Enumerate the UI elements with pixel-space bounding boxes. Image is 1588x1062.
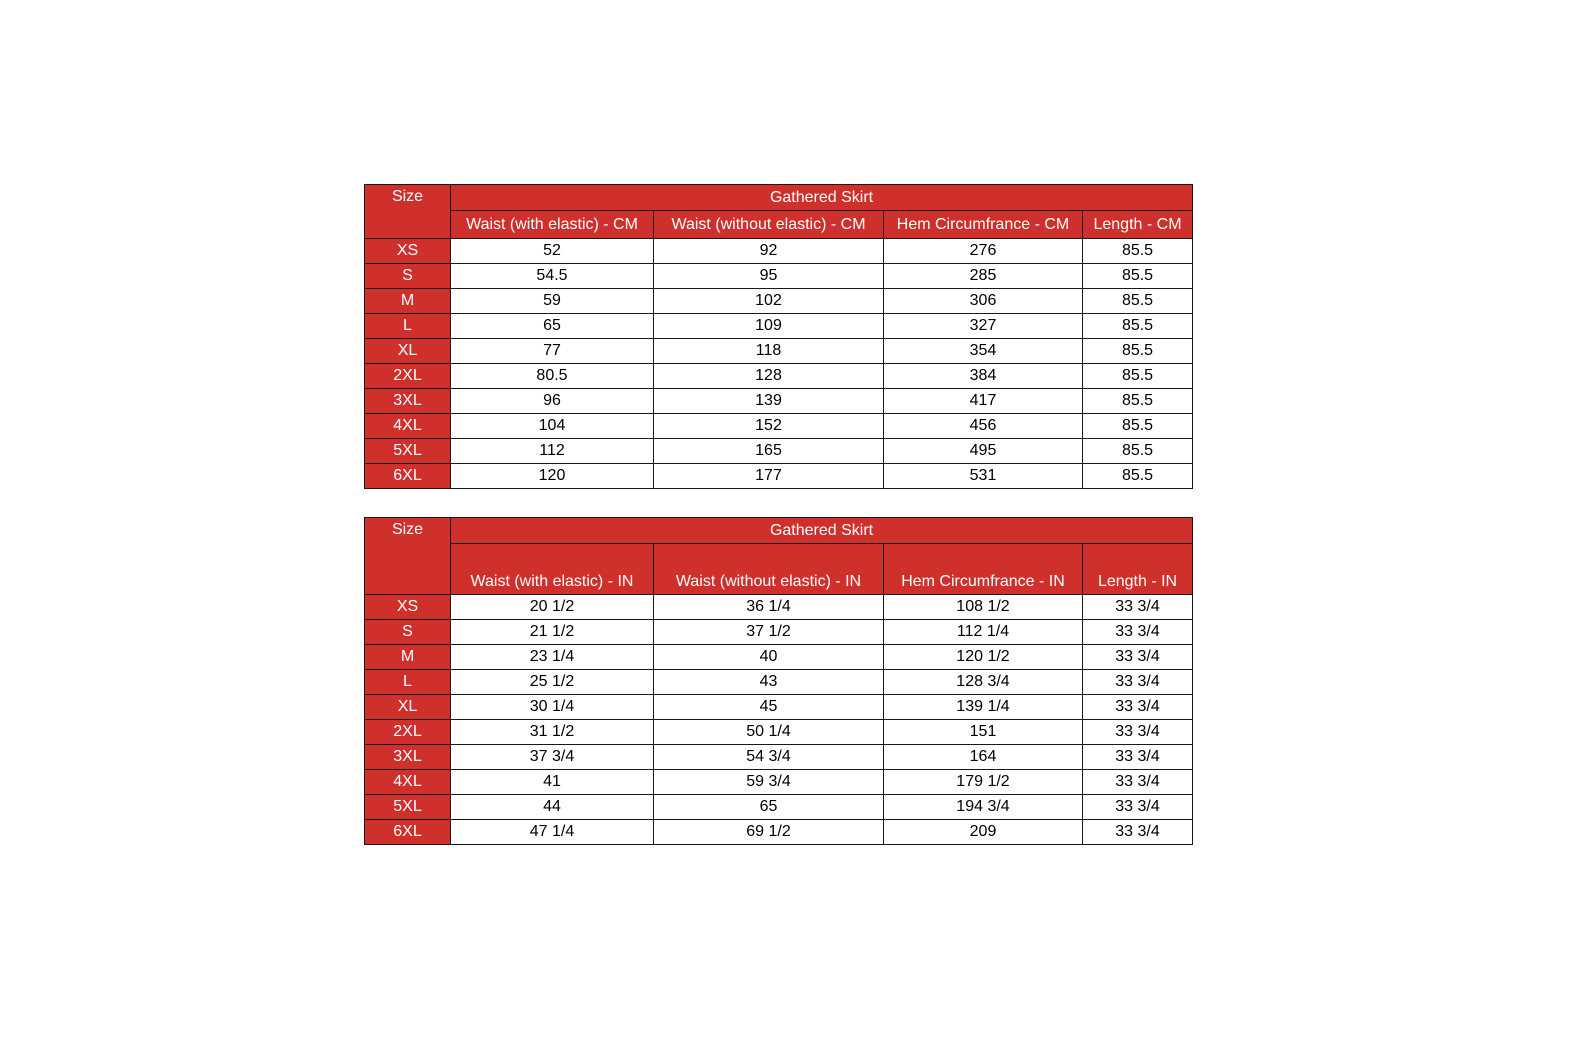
measurement-cell: 77 xyxy=(451,339,654,364)
table-row xyxy=(365,314,1193,339)
size-cell: 5XL xyxy=(365,795,451,820)
measurement-cell: 85.5 xyxy=(1083,414,1193,439)
measurement-cell: 33 3/4 xyxy=(1083,595,1193,620)
measurement-cell: 54.5 xyxy=(451,264,654,289)
measurement-cell: 52 xyxy=(451,239,654,264)
size-cell: M xyxy=(365,645,451,670)
measurement-cell: 33 3/4 xyxy=(1083,745,1193,770)
column-header: Waist (with elastic) - IN xyxy=(451,544,654,595)
table-row xyxy=(365,620,1193,645)
size-cell: 2XL xyxy=(365,720,451,745)
measurement-cell: 85.5 xyxy=(1083,314,1193,339)
measurement-cell: 152 xyxy=(654,414,884,439)
measurement-cell: 327 xyxy=(884,314,1083,339)
measurement-cell: 194 3/4 xyxy=(884,795,1083,820)
measurement-cell: 531 xyxy=(884,464,1083,489)
measurement-cell: 128 xyxy=(654,364,884,389)
size-cell: 5XL xyxy=(365,439,451,464)
group-header: Gathered Skirt xyxy=(451,518,1193,544)
measurement-cell: 165 xyxy=(654,439,884,464)
table-row xyxy=(365,695,1193,720)
measurement-cell: 85.5 xyxy=(1083,464,1193,489)
measurement-cell: 151 xyxy=(884,720,1083,745)
measurement-cell: 85.5 xyxy=(1083,339,1193,364)
measurement-cell: 33 3/4 xyxy=(1083,795,1193,820)
measurement-cell: 36 1/4 xyxy=(654,595,884,620)
measurement-cell: 54 3/4 xyxy=(654,745,884,770)
size-header: Size xyxy=(365,185,451,239)
table-row xyxy=(365,364,1193,389)
measurement-cell: 33 3/4 xyxy=(1083,770,1193,795)
table-row xyxy=(365,339,1193,364)
column-header: Waist (with elastic) - CM xyxy=(451,211,654,239)
measurement-cell: 177 xyxy=(654,464,884,489)
measurement-cell: 209 xyxy=(884,820,1083,845)
measurement-cell: 85.5 xyxy=(1083,264,1193,289)
measurement-cell: 164 xyxy=(884,745,1083,770)
size-cell: 4XL xyxy=(365,770,451,795)
measurement-cell: 276 xyxy=(884,239,1083,264)
measurement-cell: 139 1/4 xyxy=(884,695,1083,720)
size-cell: 3XL xyxy=(365,389,451,414)
size-cell: S xyxy=(365,264,451,289)
measurement-cell: 33 3/4 xyxy=(1083,620,1193,645)
measurement-cell: 95 xyxy=(654,264,884,289)
measurement-cell: 80.5 xyxy=(451,364,654,389)
measurement-cell: 85.5 xyxy=(1083,364,1193,389)
measurement-cell: 109 xyxy=(654,314,884,339)
size-cell: S xyxy=(365,620,451,645)
table-row xyxy=(365,820,1193,845)
size-cell: L xyxy=(365,670,451,695)
measurement-cell: 37 1/2 xyxy=(654,620,884,645)
table-row xyxy=(365,770,1193,795)
measurement-cell: 85.5 xyxy=(1083,389,1193,414)
size-cell: 3XL xyxy=(365,745,451,770)
table-row xyxy=(365,464,1193,489)
table-row xyxy=(365,795,1193,820)
measurement-cell: 118 xyxy=(654,339,884,364)
measurement-cell: 31 1/2 xyxy=(451,720,654,745)
table-row xyxy=(365,670,1193,695)
measurement-cell: 417 xyxy=(884,389,1083,414)
column-header: Waist (without elastic) - CM xyxy=(654,211,884,239)
table-row xyxy=(365,414,1193,439)
size-chart-cm xyxy=(364,184,1193,489)
group-header: Gathered Skirt xyxy=(451,185,1193,211)
measurement-cell: 112 xyxy=(451,439,654,464)
size-cell: 2XL xyxy=(365,364,451,389)
table-row xyxy=(365,595,1193,620)
table-row xyxy=(365,645,1193,670)
size-header: Size xyxy=(365,518,451,595)
measurement-cell: 40 xyxy=(654,645,884,670)
measurement-cell: 43 xyxy=(654,670,884,695)
table-row xyxy=(365,264,1193,289)
measurement-cell: 495 xyxy=(884,439,1083,464)
measurement-cell: 179 1/2 xyxy=(884,770,1083,795)
measurement-cell: 50 1/4 xyxy=(654,720,884,745)
size-cell: 4XL xyxy=(365,414,451,439)
measurement-cell: 128 3/4 xyxy=(884,670,1083,695)
size-chart-in xyxy=(364,517,1193,845)
measurement-cell: 44 xyxy=(451,795,654,820)
table-row xyxy=(365,239,1193,264)
size-cell: M xyxy=(365,289,451,314)
measurement-cell: 41 xyxy=(451,770,654,795)
measurement-cell: 285 xyxy=(884,264,1083,289)
column-header: Hem Circumfrance - IN xyxy=(884,544,1083,595)
measurement-cell: 120 1/2 xyxy=(884,645,1083,670)
table-row xyxy=(365,389,1193,414)
measurement-cell: 120 xyxy=(451,464,654,489)
column-header: Hem Circumfrance - CM xyxy=(884,211,1083,239)
measurement-cell: 85.5 xyxy=(1083,439,1193,464)
size-cell: XL xyxy=(365,339,451,364)
measurement-cell: 59 xyxy=(451,289,654,314)
column-header: Length - IN xyxy=(1083,544,1193,595)
measurement-cell: 33 3/4 xyxy=(1083,695,1193,720)
measurement-cell: 104 xyxy=(451,414,654,439)
measurement-cell: 85.5 xyxy=(1083,239,1193,264)
table-body-cm xyxy=(365,239,1193,489)
measurement-cell: 456 xyxy=(884,414,1083,439)
measurement-cell: 33 3/4 xyxy=(1083,820,1193,845)
measurement-cell: 85.5 xyxy=(1083,289,1193,314)
column-header: Waist (without elastic) - IN xyxy=(654,544,884,595)
size-cell: XL xyxy=(365,695,451,720)
measurement-cell: 96 xyxy=(451,389,654,414)
measurement-cell: 139 xyxy=(654,389,884,414)
measurement-cell: 92 xyxy=(654,239,884,264)
table-row xyxy=(365,289,1193,314)
measurement-cell: 354 xyxy=(884,339,1083,364)
measurement-cell: 65 xyxy=(654,795,884,820)
measurement-cell: 33 3/4 xyxy=(1083,645,1193,670)
measurement-cell: 65 xyxy=(451,314,654,339)
size-cell: XS xyxy=(365,595,451,620)
measurement-cell: 112 1/4 xyxy=(884,620,1083,645)
size-cell: L xyxy=(365,314,451,339)
measurement-cell: 30 1/4 xyxy=(451,695,654,720)
size-cell: 6XL xyxy=(365,820,451,845)
measurement-cell: 37 3/4 xyxy=(451,745,654,770)
measurement-cell: 102 xyxy=(654,289,884,314)
measurement-cell: 108 1/2 xyxy=(884,595,1083,620)
measurement-cell: 306 xyxy=(884,289,1083,314)
measurement-cell: 21 1/2 xyxy=(451,620,654,645)
size-cell: XS xyxy=(365,239,451,264)
measurement-cell: 47 1/4 xyxy=(451,820,654,845)
measurement-cell: 45 xyxy=(654,695,884,720)
size-cell: 6XL xyxy=(365,464,451,489)
table-row xyxy=(365,439,1193,464)
table-row xyxy=(365,745,1193,770)
measurement-cell: 25 1/2 xyxy=(451,670,654,695)
measurement-cell: 20 1/2 xyxy=(451,595,654,620)
measurement-cell: 59 3/4 xyxy=(654,770,884,795)
measurement-cell: 23 1/4 xyxy=(451,645,654,670)
table-body-in xyxy=(365,595,1193,845)
measurement-cell: 33 3/4 xyxy=(1083,670,1193,695)
column-header: Length - CM xyxy=(1083,211,1193,239)
measurement-cell: 33 3/4 xyxy=(1083,720,1193,745)
measurement-cell: 69 1/2 xyxy=(654,820,884,845)
measurement-cell: 384 xyxy=(884,364,1083,389)
table-row xyxy=(365,720,1193,745)
